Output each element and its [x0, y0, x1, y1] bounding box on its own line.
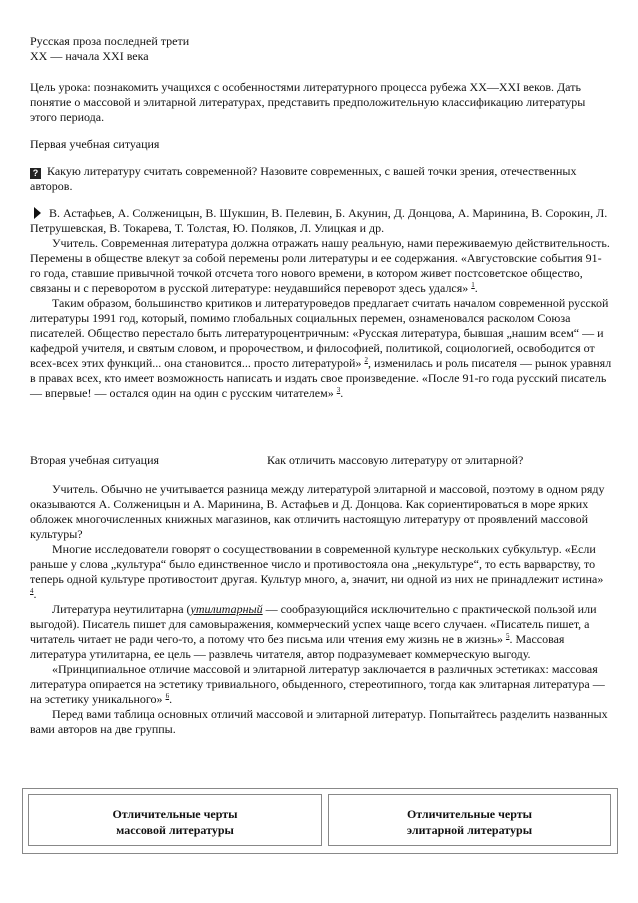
answer-text: В. Астафьев, А. Солженицын, В. Шукшин, В. Пелевин, Б. Акунин, Д. Донцова, А. Маринина, В. Сорокин, Л. Петрушевская, В. Токарева, Т. Толстая, Ю. Поляков, Л. Улицкая и др. — [30, 206, 608, 235]
situation-2-header — [30, 453, 612, 468]
document-page — [30, 34, 612, 737]
situation-1-paragraph-1: Учитель. Современная литература должна отражать нашу реальную, нами переживаемую действительность. Перемены в обществе влекут за собой перемены роли литературы и ее содержания. «Августовские события 91-го года, ставшие привычной точкой отсчета того нового времени, в котором живет постсоветское общество, связаны и с переворотом в русской литературе: неудавшийся переворот здесь удался» $^1$. — [30, 236, 610, 295]
situation-2-paragraph-1: Учитель. Обычно не учитывается разница между литературой элитарной и массовой, поэтому в одном ряду оказываются А. Солженицын и А. Маринина, В. Астафьев и Д. Донцова. Как сориентироваться в море ярких обложек многочисленных книжных магазинов, как отличить настоящую литературу от проявлений массовой культуры? — [30, 482, 605, 541]
answer-arrow-icon — [34, 207, 41, 219]
footnote-4-link[interactable]: 4 — [30, 587, 34, 595]
situation-1-answer — [30, 206, 612, 236]
footnote-2-link[interactable]: 2 — [364, 356, 368, 364]
situation-2-paragraph-5: Перед вами таблица основных отличий массовой и элитарной литератур. Попытайтесь разделить названных вами авторов на две группы. — [30, 707, 608, 736]
footnote-6-link[interactable]: 6 — [165, 692, 170, 700]
table-header-mass: Отличительные черты массовой литературы — [28, 794, 322, 846]
table-header-elite: Отличительные черты элитарной литературы — [328, 794, 611, 846]
question-icon: ? — [30, 168, 41, 179]
title-line-2: XX — начала XXI века — [30, 49, 149, 63]
question-text: Какую литературу считать современной? Назовите современных, с вашей точки зрения, отечественных авторов. — [30, 164, 577, 193]
footnote-3-link[interactable]: 3 — [336, 386, 341, 394]
lesson-title — [30, 34, 612, 64]
situation-1-paragraph-2: Таким образом, большинство критиков и литературоведов предлагает считать началом современной русской литературы 1991 год, который, помимо глобальных социальных перемен, ознаменовался расколом Союза писателей. Общество перестало быть литературоцентричным: «Русская литература, бывшая „нашим всем“ — и кафедрой учителя, и святым словом, и пророчеством, и философией, политикой, социологией, освободится от всех-всех этих функций... она становится... просто литературой» $^2$, изменилась и роль писателя — рынок уравнял в правах всех, кто имеет возможность написать и издать свое произведение. «После 91-го года русский писатель — впервые! — остался один на один с русским читателем» $^3$. — [30, 296, 612, 400]
situation-2-paragraph-2: Многие исследователи говорят о сосуществовании в современной культуре нескольких субкультур. «Если раньше у слова „культура“ было единственное число и противостояла она „некультуре“, то есть варварству, то теперь одной культуре противостоит другая. Культур много, а, значит, ни одной из них не принадлежит истина» $^4$. — [30, 542, 604, 601]
lesson-goal: Цель урока: познакомить учащихся с особенностями литературного процесса рубежа XX—XXI веков. Дать понятие о массовой и элитарной литературах, представить предположительную классификацию литературы этого периода. — [30, 80, 586, 124]
footnote-1-link[interactable]: 1 — [471, 281, 475, 289]
footnote-5-link[interactable]: 5 — [505, 632, 510, 640]
comparison-table — [22, 788, 618, 854]
situation-1-heading: Первая учебная ситуация — [30, 137, 160, 151]
situation-2-question: Как отличить массовую литературу от элитарной? — [267, 453, 524, 467]
situation-2-heading: Вторая учебная ситуация — [30, 453, 160, 467]
situation-2-paragraph-3: Литература неутилитарна (утилитарный — сообразующийся исключительно с практической пользой или выгодой). Писатель пишет для самовыражения, коммерческий успех чаще всего случаен. «Писатель пишет, а читатель читает не ради чего-то, а потому что без письма или чтения ему жизнь не в жизнь» $^5$. Массовая литература утилитарна, ее цель — развлечь читателя, автор подразумевает коммерческую выгоду. — [30, 602, 597, 661]
term-utilitarian: утилитарный — [190, 602, 263, 616]
situation-1-question — [30, 164, 612, 194]
title-line-1: Русская проза последней трети — [30, 34, 190, 48]
situation-2-paragraph-4: «Принципиальное отличие массовой и элитарной литератур заключается в различных эстетиках: массовая литература опирается на эстетику тривиального, обыденного, стереотипного, тогда как элитарная литература — на эстетику уникального» $^6$. — [30, 662, 605, 706]
